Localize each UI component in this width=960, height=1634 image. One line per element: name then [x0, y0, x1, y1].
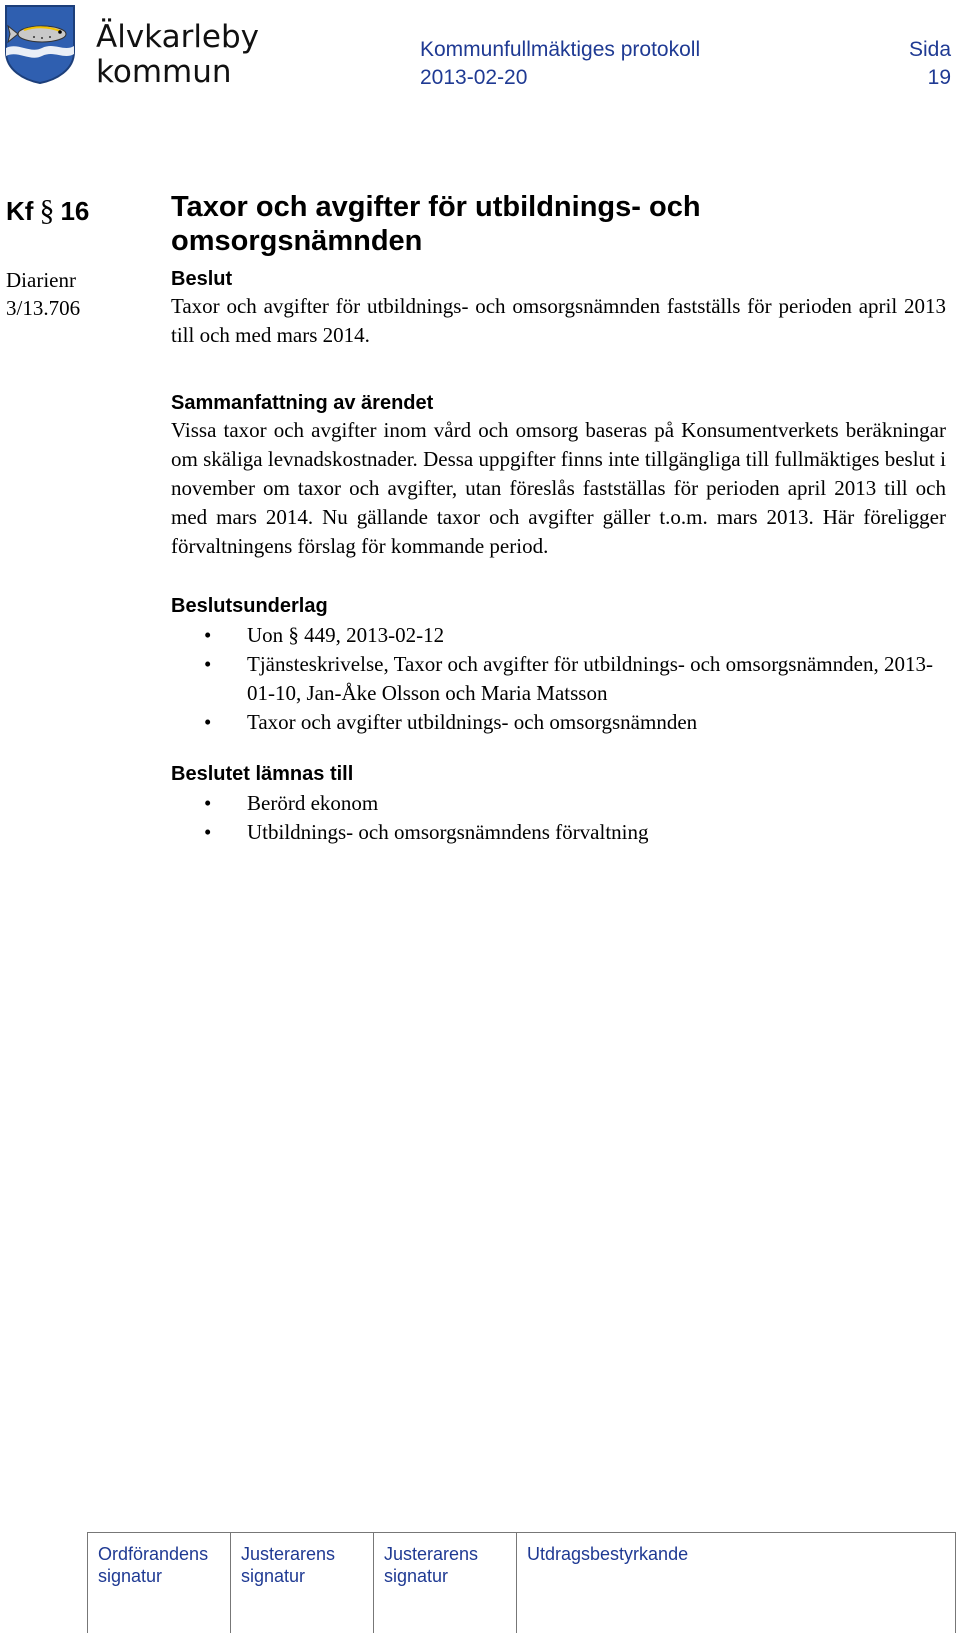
signature-box-label: Justerarens — [241, 1544, 336, 1564]
signature-box-certification — [516, 1532, 956, 1633]
decision-text: Taxor och avgifter för utbildnings- och omsorgsnämnden fastställs för perioden april 2013 till och med mars 2014. — [171, 294, 946, 347]
list-item-text: Tjänsteskrivelse, Taxor och avgifter för utbildnings- och omsorgsnämnden, 2013-01-10, Jan-Åke Olsson och Maria Matsson — [247, 652, 933, 705]
signature-footer — [87, 1532, 960, 1634]
bullet-icon: • — [204, 791, 212, 815]
list-item-text: Uon § 449, 2013-02-12 — [247, 623, 445, 647]
list-item — [171, 621, 946, 650]
bullet-icon: • — [204, 710, 212, 734]
bullet-icon: • — [204, 623, 212, 647]
page-label: Sida — [908, 38, 951, 61]
signature-box-adjuster-2 — [373, 1532, 516, 1633]
signature-box-sublabel: signatur — [384, 1566, 449, 1586]
document-date: 2013-02-20 — [420, 66, 528, 89]
municipal-logo-icon — [4, 4, 76, 84]
minutes-body — [171, 190, 946, 847]
summary-heading: Sammanfattning av ärendet — [171, 392, 434, 414]
list-item — [171, 789, 946, 818]
signature-box-sublabel: signatur — [98, 1566, 163, 1586]
recipients-list — [171, 789, 946, 847]
diarie-number: 3/13.706 — [6, 296, 81, 320]
basis-list — [171, 621, 946, 737]
list-item — [171, 708, 946, 737]
agenda-title: Taxor och avgifter för utbildnings- och omsorgsnämnden — [171, 191, 701, 257]
signature-box-label: Utdragsbestyrkande — [527, 1544, 689, 1564]
bullet-icon: • — [204, 820, 212, 844]
signature-box-label: Justerarens — [384, 1544, 479, 1564]
list-item-text: Utbildnings- och omsorgsnämndens förvaltning — [247, 820, 649, 844]
document-title: Kommunfullmäktiges protokoll — [420, 38, 701, 61]
paragraph-digits: 16 — [60, 196, 90, 226]
bullet-icon: • — [204, 652, 212, 676]
page-number: 19 — [927, 66, 951, 89]
paragraph-number — [6, 194, 89, 228]
basis-heading: Beslutsunderlag — [171, 595, 328, 617]
signature-box-label: Ordförandens — [98, 1544, 209, 1564]
list-item — [171, 818, 946, 847]
paragraph-prefix: Kf — [6, 196, 34, 226]
signature-box-chair — [87, 1532, 230, 1633]
footer-border — [955, 1532, 956, 1633]
list-item — [171, 650, 946, 708]
section-sign: § — [39, 194, 55, 227]
decision-heading: Beslut — [171, 268, 233, 290]
list-item-text: Taxor och avgifter utbildnings- och omsorgsnämnden — [247, 710, 698, 734]
municipality-suffix: kommun — [96, 54, 232, 90]
recipients-heading: Beslutet lämnas till — [171, 763, 354, 785]
list-item-text: Berörd ekonom — [247, 791, 379, 815]
signature-box-adjuster-1 — [230, 1532, 373, 1633]
diarie-label: Diarienr — [6, 268, 76, 292]
signature-box-sublabel: signatur — [241, 1566, 306, 1586]
municipality-name: Älvkarleby — [96, 19, 260, 55]
summary-text: Vissa taxor och avgifter inom vård och omsorg baseras på Konsumentverkets beräkningar om skäliga levnadskostnader. Dessa uppgifter finns inte tillgängliga till fullmäktiges beslut i november om taxor och avgifter, utan föreslås fastställas för perioden april 2013 till och med mars 2014. Nu gällande taxor och avgifter gäller t.o.m. mars 2013. Här föreligger förvaltningens förslag för kommande period. — [171, 418, 946, 558]
